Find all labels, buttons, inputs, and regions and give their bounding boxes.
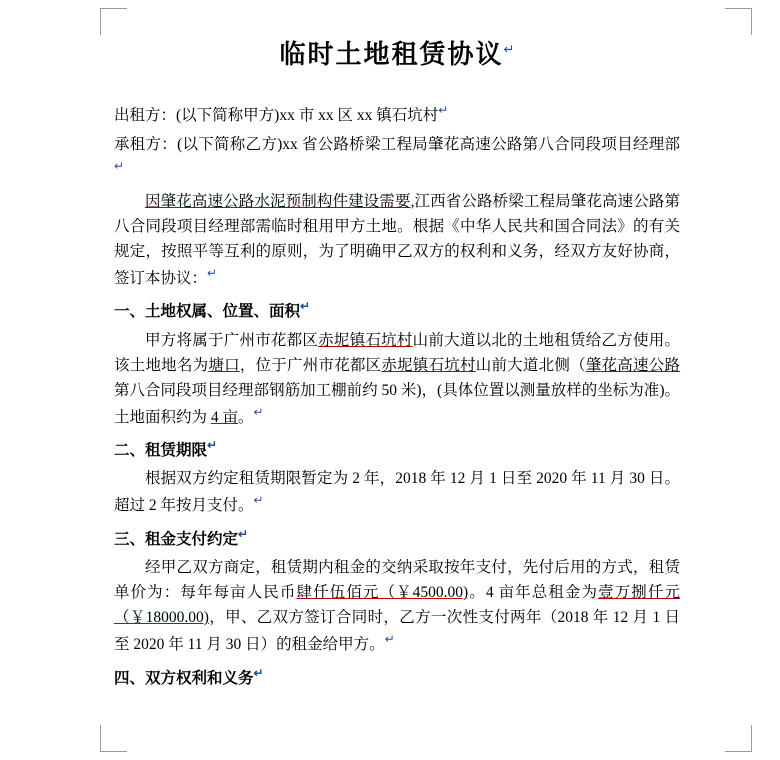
document-paragraph — [114, 466, 680, 518]
highlighted-run: 塘口 — [208, 356, 240, 374]
paragraph-mark-icon: ↵ — [238, 526, 249, 541]
text-run: 二、租赁期限 — [114, 442, 208, 460]
paragraph-mark-icon: ↵ — [207, 265, 218, 280]
crop-mark-bottom-left — [100, 725, 127, 752]
paragraph-mark-icon: ↵ — [503, 41, 515, 57]
text-run: 三、租金支付约定 — [114, 530, 239, 548]
document-body — [114, 18, 680, 694]
paragraph-mark-icon: ↵ — [253, 404, 264, 419]
paragraph-mark-icon: ↵ — [253, 493, 264, 508]
paragraph-mark-icon: ↵ — [114, 159, 125, 174]
document-paragraph — [114, 189, 680, 292]
text-run: ，位于广州市花都区 — [239, 356, 382, 374]
crop-mark-bottom-right — [725, 725, 752, 752]
page-title-text: 临时土地租赁协议 — [279, 39, 504, 69]
document-paragraph — [114, 525, 680, 552]
text-run: 四、双方权利和义务 — [114, 669, 254, 687]
text-run: 承租方：(以下简称乙方)xx 省公路桥梁工程局肇花高速公路第八合同段项目经理部 — [114, 136, 680, 154]
text-run: 出租方：(以下简称甲方)xx 市 xx 区 xx 镇石坑村 — [114, 107, 439, 125]
document-paragraph — [114, 436, 680, 463]
text-run: 。4 亩年总租金为 — [468, 584, 599, 602]
highlighted-run: 因肇花高速公路水泥预制构件建设需要 — [145, 192, 411, 210]
highlighted-run: 壹万捌仟元（￥18000.00) — [114, 584, 680, 627]
paragraph-mark-icon: ↵ — [300, 299, 311, 314]
page-title — [114, 34, 680, 71]
text-run: 。 — [238, 408, 254, 426]
paragraph-mark-icon: ↵ — [384, 632, 395, 647]
text-run: ，甲、乙双方签订合同时，乙方一次性支付两年（2018 年 12 月 1 日至 2020 年 11 月 30 日）的租金给甲方。 — [114, 609, 680, 654]
paragraph-list — [114, 101, 680, 691]
highlighted-run: 赤坭镇石坑村 — [381, 356, 476, 374]
text-run: 经甲乙双方商定，租赁期内租金的交纳采取按年支付，先付后用的方式，租赁单价为：每年每亩人民币 — [114, 559, 680, 602]
highlighted-run: 赤坭镇石坑村 — [318, 331, 413, 349]
document-paragraph — [114, 101, 680, 128]
text-run: 一、土地权属、位置、面积 — [114, 303, 301, 321]
text-run: 第八合同段项目经理部钢筋加工棚前约 50 米)，(具体位置以测量放样的坐标为准)。土地面积约为 — [114, 381, 680, 426]
paragraph-mark-icon: ↵ — [438, 103, 449, 117]
highlighted-run: 肇花高速公路 — [585, 356, 680, 374]
highlighted-run: 4 亩 — [210, 408, 239, 426]
text-run: 山前大道北侧（ — [475, 356, 586, 374]
document-paragraph — [114, 664, 680, 691]
document-paragraph — [114, 297, 680, 324]
paragraph-mark-icon: ↵ — [253, 665, 264, 680]
highlighted-run: 肆仟伍佰元（￥4500.00) — [296, 584, 469, 602]
paragraph-mark-icon: ↵ — [207, 438, 218, 453]
text-run: 山前大道以北的土地租赁给乙方使用。该土地地名为 — [114, 331, 680, 374]
document-paragraph — [114, 555, 680, 658]
text-run: 甲方将属于广州市花都区 — [145, 331, 319, 349]
text-run: 根据双方约定租赁期限暂定为 2 年，2018 年 12 月 1 日至 2020 年 11 月 30 日。超过 2 年按月支付。 — [114, 470, 680, 515]
document-paragraph — [114, 328, 680, 431]
document-paragraph — [114, 132, 680, 184]
crop-mark-top-right — [725, 8, 752, 35]
text-run: ,江西省公路桥梁工程局肇花高速公路第八合同段项目经理部需临时租用甲方土地。根据《中华人民共和国合同法》的有关规定，按照平等互利的原则，为了明确甲乙双方的权利和义务，经双方友好协商，签订本协议： — [114, 192, 680, 288]
